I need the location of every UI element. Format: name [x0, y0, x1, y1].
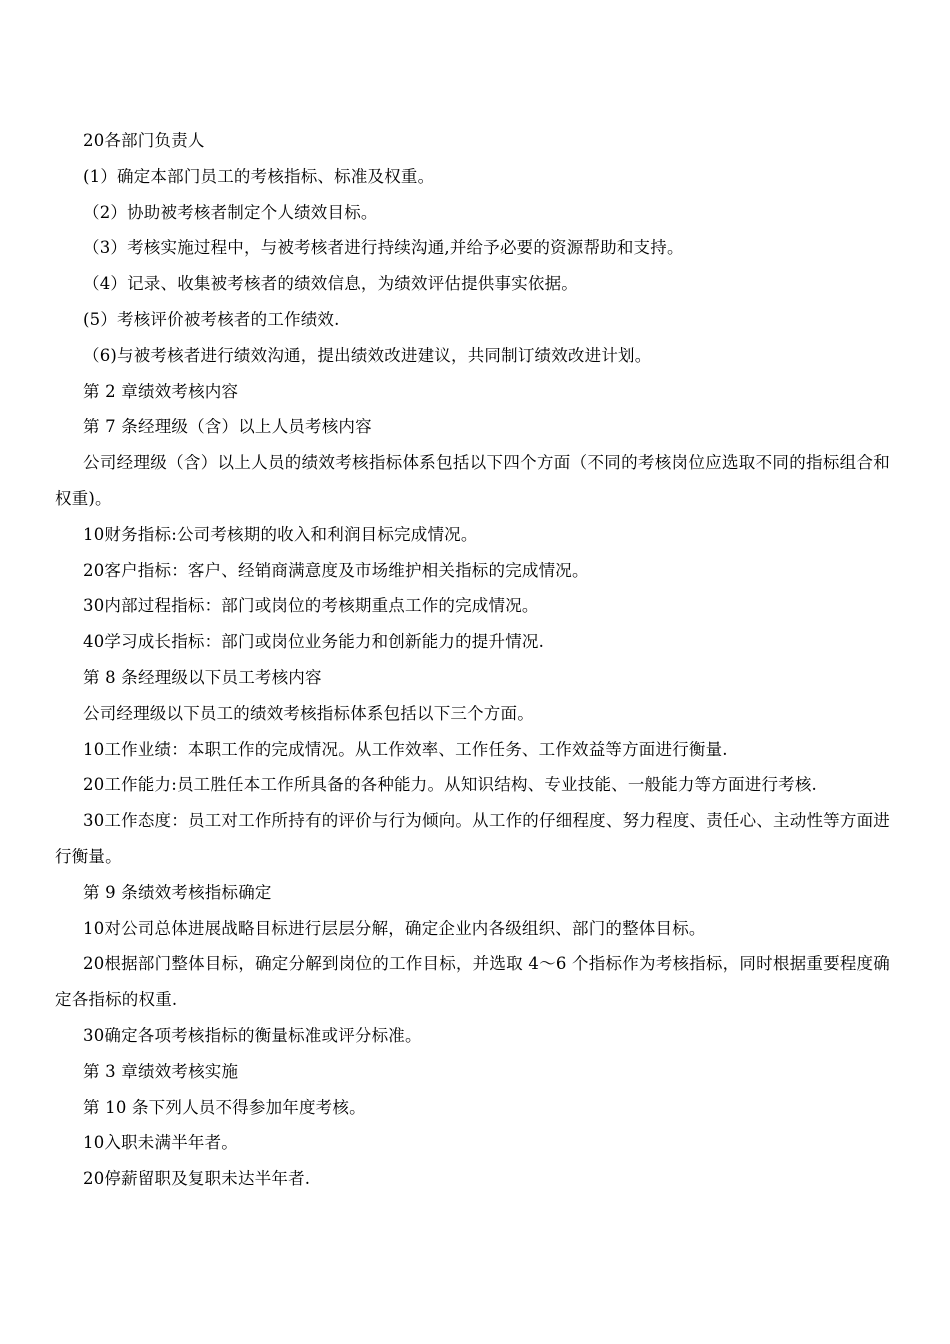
paragraph: 公司经理级（含）以上人员的绩效考核指标体系包括以下四个方面（不同的考核岗位应选取不同的指标组合和权重)。	[55, 453, 890, 508]
list-item: 10入职未满半年者。	[83, 1133, 238, 1153]
article-heading: 第 9 条绩效考核指标确定	[83, 882, 272, 902]
article-heading: 第 8 条经理级以下员工考核内容	[83, 667, 322, 687]
article-heading: 第 7 条经理级（含）以上人员考核内容	[83, 417, 372, 437]
list-item: 10财务指标:公司考核期的收入和利润目标完成情况。	[83, 524, 478, 544]
list-item: 40学习成长指标：部门或岗位业务能力和创新能力的提升情况.	[83, 632, 545, 652]
paragraph: 公司经理级以下员工的绩效考核指标体系包括以下三个方面。	[83, 703, 534, 723]
list-item: 30内部过程指标：部门或岗位的考核期重点工作的完成情况。	[83, 596, 539, 616]
paragraph: 20根据部门整体目标，确定分解到岗位的工作目标，并选取 4～6 个指标作为考核指标，同时根据重要程度确定各指标的权重.	[55, 954, 890, 1010]
chapter-heading: 第 3 章绩效考核实施	[83, 1061, 239, 1081]
list-item: 10对公司总体进展战略目标进行层层分解，确定企业内各级组织、部门的整体目标。	[83, 918, 706, 938]
paragraph: 20工作能力:员工胜任本工作所具备的各种能力。从知识结构、专业技能、一般能力等方面进行考核.	[83, 775, 817, 795]
list-item: 20停薪留职及复职未达半年者.	[83, 1169, 311, 1189]
list-item: 20客户指标：客户、经销商满意度及市场维护相关指标的完成情况。	[83, 560, 589, 580]
list-item: （2）协助被考核者制定个人绩效目标。	[83, 202, 378, 222]
list-item: 30确定各项考核指标的衡量标准或评分标准。	[83, 1025, 422, 1045]
list-item: （4）记录、收集被考核者的绩效信息，为绩效评估提供事实依据。	[83, 274, 578, 294]
list-item: (5）考核评价被考核者的工作绩效.	[83, 309, 340, 329]
chapter-heading: 第 2 章绩效考核内容	[83, 381, 239, 401]
paragraph: 30工作态度：员工对工作所持有的评价与行为倾向。从工作的仔细程度、努力程度、责任心、主动性等方面进行衡量。	[55, 811, 890, 866]
article-heading: 第 10 条下列人员不得参加年度考核。	[83, 1097, 366, 1117]
section-heading-department-heads: 20各部门负责人	[83, 131, 205, 150]
list-item: （3）考核实施过程中，与被考核者进行持续沟通,并给予必要的资源帮助和支持。	[83, 238, 684, 258]
list-item: 10工作业绩：本职工作的完成情况。从工作效率、工作任务、工作效益等方面进行衡量.	[83, 739, 728, 759]
document-body	[55, 123, 890, 1197]
list-item: （6)与被考核者进行绩效沟通，提出绩效改进建议，共同制订绩效改进计划。	[83, 345, 652, 365]
list-item: (1）确定本部门员工的考核指标、标准及权重。	[83, 166, 435, 186]
